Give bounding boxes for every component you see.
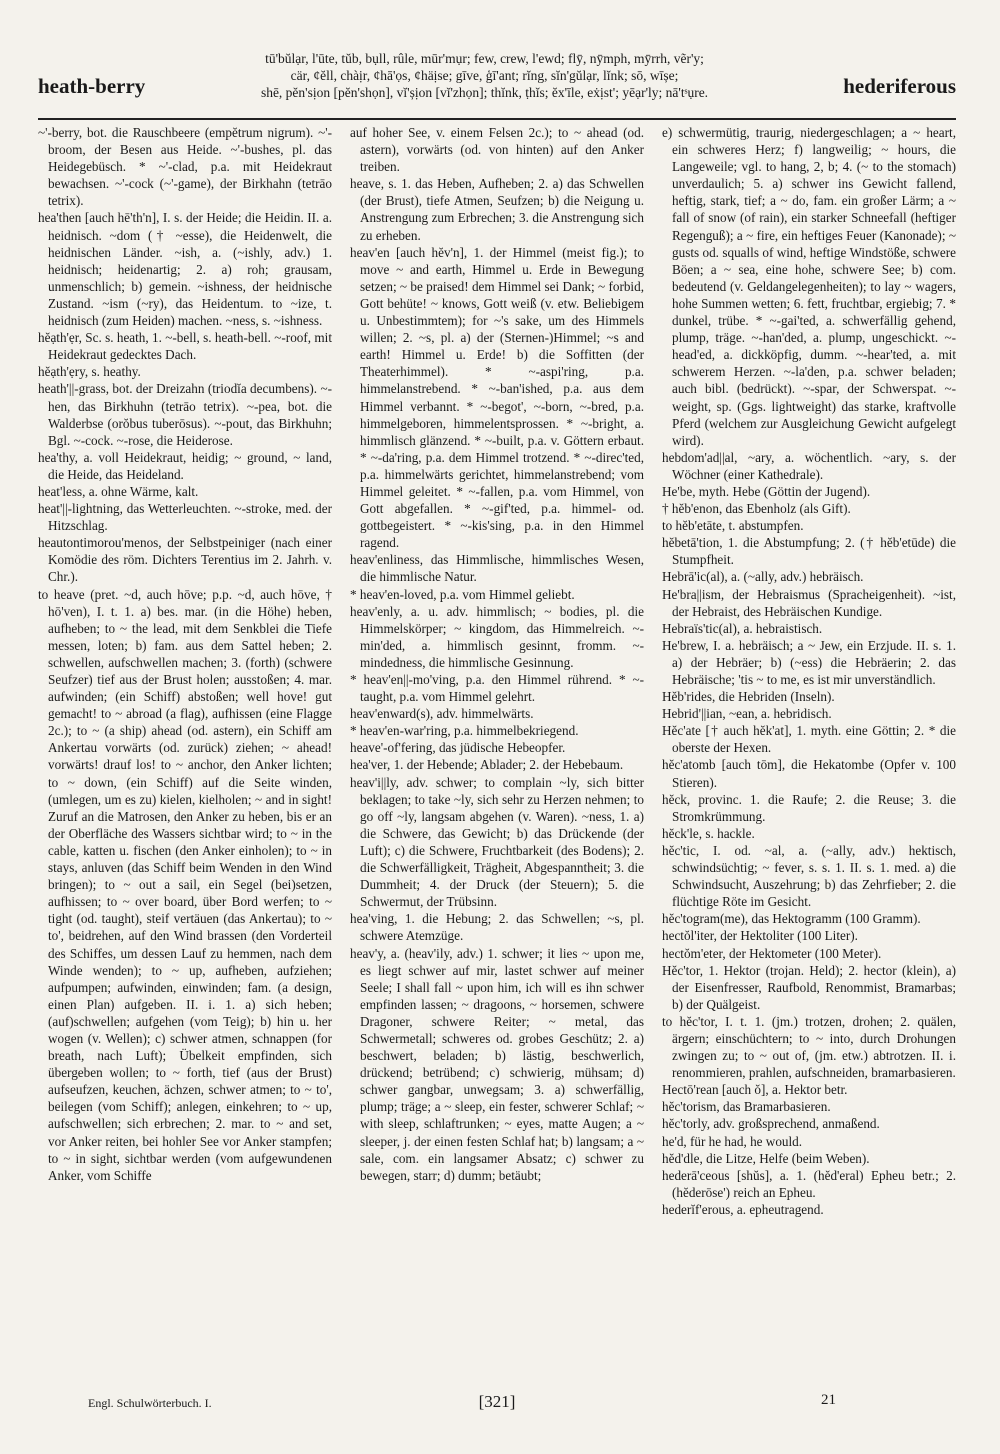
dictionary-entry: hĕc'torism, das Bramarbasieren. (662, 1099, 831, 1115)
pronunciation-line: cär, ȼĕll, chàịr, ȼhā'ọs, ȼhäịse; gīve, ģī'ant; rĭng, sĭn'gŭlạr, lĭnk; sō, wīșe; (290, 68, 679, 83)
dictionary-entry: Hĕc'ate [† auch hĕk'at], 1. myth. eine Göttin; 2. * die oberste der Hexen. (662, 723, 956, 756)
header-rule (38, 118, 956, 120)
pronunciation-line: shē, pĕn'sịon [pĕn'shọn], vĭ'șịon [vĭ'zhọn]; thĭnk, ṭhĭs; ĕx'īle, eẋịst'; yēạr'ly; nā'tˢụre. (260, 85, 709, 100)
pronunciation-line: tū'bŭlạr, l'ūte, tŭb, bụll, rûle, mūr'mụr; few, crew, l'ewd; flȳ, nȳmph, mȳrrh, vẽr'y; (265, 51, 704, 66)
dictionary-entry: to hĕb'etāte, t. abstumpfen. (662, 518, 804, 534)
book-title: Engl. Schulwörterbuch. I. (88, 1396, 212, 1410)
dictionary-entry: hea'thy, a. voll Heidekraut, heidig; ~ ground, ~ land, die Heide, das Heideland. (38, 449, 332, 482)
dictionary-entry: Hectō'rean [auch ŏ], a. Hektor betr. (662, 1082, 848, 1098)
dictionary-entry: heav'y, a. (heav'ily, adv.) 1. schwer; it lies ~ upon me, es liegt schwer auf mir, lastet schwer auf meiner Seele; I shall fall ~ upon him, ich will es ihn schwer empfinden lassen; ~ dragoons, ~ horsemen, schwere Dragoner, schwere Reiter; ~ metal, das Schwermetall; schweres od. grobes Geschütz; 2. a) beschwert, beladen; b) lästig, beschwerlich, drückend; betrübend; c) schwierig, mühsam; d) schwer gangbar, unwegsam; 3. a) schwerfällig, plump; träge; a ~ sleep, ein fester, schwerer Schlaf; ~ with sleep, schlaftrunken; ~ eyes, matte Augen; a ~ sleeper, j. der einen festen Schlaf hat; b) langsam; a ~ sale, com. ein langsamer Absatz; c) schwer zu bewegen, starr; d) dumm; betäubt; (350, 945, 644, 1183)
dictionary-entry: to hĕc'tor, I. t. 1. (jm.) trotzen, drohen; 2. quälen, ärgern; einschüchtern; to ~ into, durch Drohungen zwingen zu; to ~ out of, (jm. etw.) abtrotzen. II. i. renommieren, prahlen, aufschneiden, bramarbasieren. (662, 1013, 956, 1081)
dictionary-entry: hĕc'tic, I. od. ~al, a. (~ally, adv.) hektisch, schwindsüchtig; ~ fever, s. s. 1. II. s. 1. med. a) die Schwindsucht, Auszehrung; b) das Zehrfieber; 2. die flüchtige Röte im Gesicht. (662, 842, 956, 910)
dictionary-entry: e) schwermütig, traurig, niedergeschlagen; a ~ heart, ein schweres Herz; f) langweilig; ~ hours, die Langeweile; vgl. to hang, 2, b; 4. (~ to the stomach) unverdaulich; 5. a) schwer ins Gewicht fallend, heftig, stark, tief; a ~ do, fam. ein großer Lärm; a ~ fall of snow (of rain), ein starker Schneefall (heftiger Regenguß); a ~ fire, ein heftiges Feuer (Kanonade); ~ gusts od. squalls of wind, heftige Windstöße, schwere Böen; a ~ sea, eine hohe, schwere See; b) com. bedeutend (v. Geldangelegenheiten); to lay ~ wagers, hohe Summen wetten; 6. fett, fruchtbar, ergiebig; 7. * dunkel, trübe. * ~-gai'ted, a. schwerfällig gehend, plump, träge. ~-han'ded, a. plump, ungeschickt. ~-head'ed, a. dickköpfig, dumm. ~-hear'ted, a. mit schwerem Herzen. ~-la'den, p.a. schwer beladen; auch bibl. (bedrückt). ~-spar, der Schwerspat. ~-weight, sp. (Ggs. lightweight) das starke, kraftvolle Pferd (welchem zur Ausgleichung Gewicht aufgelegt wird). (662, 125, 956, 448)
dictionary-entry: Hebrid'||ian, ~ean, a. hebridisch. (662, 706, 832, 722)
page-number: [321] (478, 1392, 516, 1411)
dictionary-entry: heav'i||ly, adv. schwer; to complain ~ly, sich bitter beklagen; to take ~ly, sich sehr zu Herzen nehmen; to go off ~ly, langsam abgehen (v. Waren). ~ness, 1. a) die Schwere, das Gewicht; b) das Drückende (der Luft); c) die Schwere, Fruchtbarkeit (des Bodens); 2. die Schwerfälligkeit, Trägheit, Abgespanntheit; 3. die Dummheit; 4. der Druck (der Steuern); 5. die Schwermut, der Trübsinn. (350, 774, 644, 910)
dictionary-entry: hederĭf'erous, a. epheutragend. (662, 1201, 824, 1217)
dictionary-entry: auf hoher See, v. einem Felsen 2c.); to ~ ahead (od. astern), vorwärts (od. von hinten) auf den Anker treiben. (350, 125, 644, 175)
dictionary-entry: ~'-berry, bot. die Rauschbeere (empĕtrum nigrum). ~'-broom, der Besen aus Heide. ~'-bushes, pl. das Heidegebüsch. * ~'-clad, p.a. mit Heidekraut bewachsen. ~'-cock (~'-game), der Birkhahn (tetrāo tetrix). (38, 125, 332, 209)
dictionary-entry: Hebrā'ic(al), a. (~ally, adv.) hebräisch. (662, 569, 864, 585)
dictionary-entry: * heav'en||-mo'ving, p.a. den Himmel rührend. * ~-taught, p.a. vom Himmel gelehrt. (350, 672, 644, 705)
dictionary-entry: He'brew, I. a. hebräisch; a ~ Jew, ein Erzjude. II. s. 1. a) der Hebräer; b) (~ess) die Hebräerin; 2. das Hebräische; 'tis ~ to me, es ist mir unverständlich. (662, 637, 956, 687)
dictionary-entry: hĕbetā'tion, 1. die Abstumpfung; 2. († hĕb'etūde) die Stumpfheit. (662, 535, 956, 568)
dictionary-entry: hĕc'togram(me), das Hektogramm (100 Gramm). (662, 911, 921, 927)
column-1 (38, 124, 332, 1390)
page-footer (38, 1392, 956, 1418)
dictionary-entry: hĕck'le, s. hackle. (662, 825, 755, 841)
guide-word-left: heath-berry (38, 74, 146, 98)
dictionary-entry: he'd, für he had, he would. (662, 1133, 803, 1149)
dictionary-entry: hĕck, provinc. 1. die Raufe; 2. die Reuse; 3. die Stromkrümmung. (662, 791, 956, 824)
signature-mark: 21 (821, 1392, 836, 1408)
dictionary-entry: hea'then [auch hē'th'n], I. s. der Heide; die Heidin. II. a. heidnisch. ~dom († ~esse), die Heidenwelt, die heidnischen Länder. ~ish, a. (~ishly, adv.) 1. heidnisch; heidenartig; 2. a) roh; grausam, unmenschlich; b) gemein. ~ishness, der heidnische Zustand. ~ism (~ry), das Heidentum. to ~ize, t. heidnisch (zum Heiden) machen. ~ness, s. ~ishness. (38, 210, 332, 329)
dictionary-entry: hĕạth'ẹry, s. heathy. (38, 364, 141, 380)
dictionary-entry: hea'ving, 1. die Hebung; 2. das Schwellen; ~s, pl. schwere Atemzüge. (350, 911, 644, 944)
dictionary-entry: Hĕc'tor, 1. Hektor (trojan. Held); 2. hector (klein), a) der Eisenfresser, Raufbold, Renommist, Bramarbas; b) der Quälgeist. (662, 962, 956, 1012)
dictionary-entry: * heav'en-war'ring, p.a. himmelbekriegend. (350, 723, 579, 739)
column-2 (350, 124, 644, 1390)
dictionary-entry: Hebraïs'tic(al), a. hebraistisch. (662, 620, 823, 636)
dictionary-entry: heav'en [auch hĕv'n], 1. der Himmel (meist fig.); to move ~ and earth, Himmel u. Erde in Bewegung setzen; ~ be praised! dem Himmel sei Dank; ~ forbid, Gott behüte! ~ knows, Gott weiß (v. etw. Beliebigem u. Unbestimmtem); for ~'s sake, um des Himmels willen; 2. ~s, pl. a) der (Sternen-)Himmel; ~s and earth! Himmel u. Erde! b) die Soffitten (der Theaterhimmel). * ~-aspi'ring, p.a. himmelanstrebend. * ~-ban'ished, p.a. aus dem Himmel verbannt. * ~-begot', ~-born, ~-bred, p.a. himmelgeboren, himmelentsprossen. * ~-bright, a. himmlisch glänzend. * ~-built, p.a. v. Göttern erbaut. * ~-da'ring, p.a. dem Himmel trotzend. * ~-direc'ted, p.a. himmelwärts gerichtet, himmelanstrebend; vom Himmel geleitet. * ~-fallen, p.a. vom Himmel, von Gott abgefallen. * ~-gif'ted, p.a. himmel- od. gottbegeistert. * ~-kis'sing, p.a. in den Himmel ragend. (350, 244, 644, 551)
dictionary-entry: He'bra||ism, der Hebraismus (Spracheigenheit). ~ist, der Hebraist, des Hebräischen Kundige. (662, 586, 956, 619)
pronunciation-key (213, 50, 756, 101)
dictionary-entry: hederā'ceous [shŭs], a. 1. (hĕd'eral) Epheu betr.; 2. (hĕderōse') reich an Epheu. (662, 1167, 956, 1200)
dictionary-entry: heat'less, a. ohne Wärme, kalt. (38, 483, 199, 499)
dictionary-entry: * heav'en-loved, p.a. vom Himmel geliebt. (350, 586, 575, 602)
page-header (38, 50, 956, 120)
dictionary-entry: hĕc'torly, adv. großsprechend, anmaßend. (662, 1116, 880, 1132)
column-3 (662, 124, 956, 1390)
dictionary-entry: † hĕb'enon, das Ebenholz (als Gift). (662, 501, 851, 517)
dictionary-entry: heath'||-grass, bot. der Dreizahn (triodĭa decumbens). ~-hen, das Birkhuhn (tetrāo tetrix). ~-pea, bot. die Walderbse (orŏbus tuberōsus). ~-pout, das Birkhuhn; Bgl. ~-cock. ~-rose, die Heiderose. (38, 381, 332, 448)
dictionary-entry: heave, s. 1. das Heben, Aufheben; 2. a) das Schwellen (der Brust), tiefe Atmen, Seufzen; b) die Neigung u. Anstrengung zum Erbrechen; 3. die Anstrengung sich zu erheben. (350, 176, 644, 243)
dictionary-entry: hea'ver, 1. der Hebende; Ablader; 2. der Hebebaum. (350, 757, 624, 773)
dictionary-entry: hĕc'atomb [auch tōm], die Hekatombe (Opfer v. 100 Stieren). (662, 757, 956, 790)
dictionary-entry: hĕd'dle, die Litze, Helfe (beim Weben). (662, 1150, 870, 1166)
dictionary-entry: to heave (pret. ~d, auch hōve; p.p. ~d, auch hōve, † hō'ven), I. t. 1. a) bes. mar. (in die Höhe) heben, aufheben; to ~ the lead, mit dem Senkblei die Tiefe messen, loten; b) fam. aus dem Sattel heben; 2. schwellen, aufschwellen machen; 3. (forth) (schwere Seufzer) tief aus der Brust holen; ausstoßen; 4. mar. aufwinden; (ein Schiff) abstoßen; well hove! gut gemacht! to ~ abroad (a flag), aufhissen (eine Flagge 2c.); to ~ (a ship) ahead (od. astern), ein Schiff am Ankertau vorwärts (od. zurück) ziehen; ~ ahead! vorwärts! drauf los! to ~ anchor, den Anker lichten; to ~ down, (ein Schiff) auf die Seite winden, (umlegen, um es zu) kielen, kielholen; ~ and in sight! Zuruf an die Matrosen, den Anker zu heben, bis er an der Oberfläche des Wassers sichtbar wird; to ~ in the cable, katten u. fischen (den Anker einholen); to ~ in stays, anluven (das Schiff beim Wenden in den Wind bringen); to ~ out a sail, ein Segel (bei)setzen, aufhissen; to ~ over board, über Bord werfen; to ~ tight (od. taught), steif vertäuen (das Ankertau); to ~ to', beidrehen, auf den Wind brassen (den Vorderteil des Schiffes, um dessen Lauf zu hemmen, nach dem Winde wenden); to ~ up, aufheben, aufziehen; aufpumpen; aufwinden, einwinden; fam. (a design, einen Plan) aufgeben. II. i. 1. a) sich heben; (auf)schwellen; aufgehen (vom Teig); b) hin u. her wogen (v. Wellen); c) schwer atmen, schnappen (for breath, nach Luft); Übelkeit empfinden, sich übergeben wollen; to ~ forth, tief (aus der Brust) aufseufzen, keuchen, ächzen, schwer atmen; to ~ to', beilegen (vom Schiff); anlegen, einkehren; to ~ up, aufschwellen; sich erbrechen; 2. mar. to ~ and set, vor Anker reiten, bei hohler See vor Anker stampfen; to ~ in sight, sichtbar werden (vom aufgewundenen Anker, vom Schiffe (38, 586, 332, 1183)
dictionary-entry: hebdom'ad||al, ~ary, a. wöchentlich. ~ary, s. der Wöchner (einer Kathedrale). (662, 449, 956, 482)
dictionary-entry: hectŏl'iter, der Hektoliter (100 Liter). (662, 928, 858, 944)
dictionary-entry: heave'-of'fering, das jüdische Hebeopfer. (350, 740, 566, 756)
dictionary-entry: heav'enliness, das Himmlische, himmlisches Wesen, die himmlische Natur. (350, 552, 644, 585)
dictionary-entry: hectŏm'eter, der Hektometer (100 Meter). (662, 945, 882, 961)
dictionary-entry: heautontimorou'menos, der Selbstpeiniger (nach einer Komödie des röm. Dichters Terentius im 2. Jahrh. v. Chr.). (38, 535, 332, 585)
dictionary-columns (38, 124, 956, 1390)
dictionary-entry: heav'enward(s), adv. himmelwärts. (350, 706, 534, 722)
dictionary-entry: He'be, myth. Hebe (Göttin der Jugend). (662, 483, 871, 499)
dictionary-entry: hĕạth'ẹr, Sc. s. heath, 1. ~-bell, s. heath-bell. ~-roof, mit Heidekraut gedecktes Dach. (38, 330, 332, 363)
dictionary-entry: Hĕb'rides, die Hebriden (Inseln). (662, 689, 835, 705)
dictionary-entry: heat'||-lightning, das Wetterleuchten. ~-stroke, med. der Hitzschlag. (38, 501, 332, 534)
guide-word-right: hederiferous (843, 74, 956, 98)
dictionary-entry: heav'enly, a. u. adv. himmlisch; ~ bodies, pl. die Himmelskörper; ~ kingdom, das Himmelreich. ~-min'ded, a. himmlisch gesinnt, fromm. ~-mindedness, die himmlische Gesinnung. (350, 603, 644, 670)
